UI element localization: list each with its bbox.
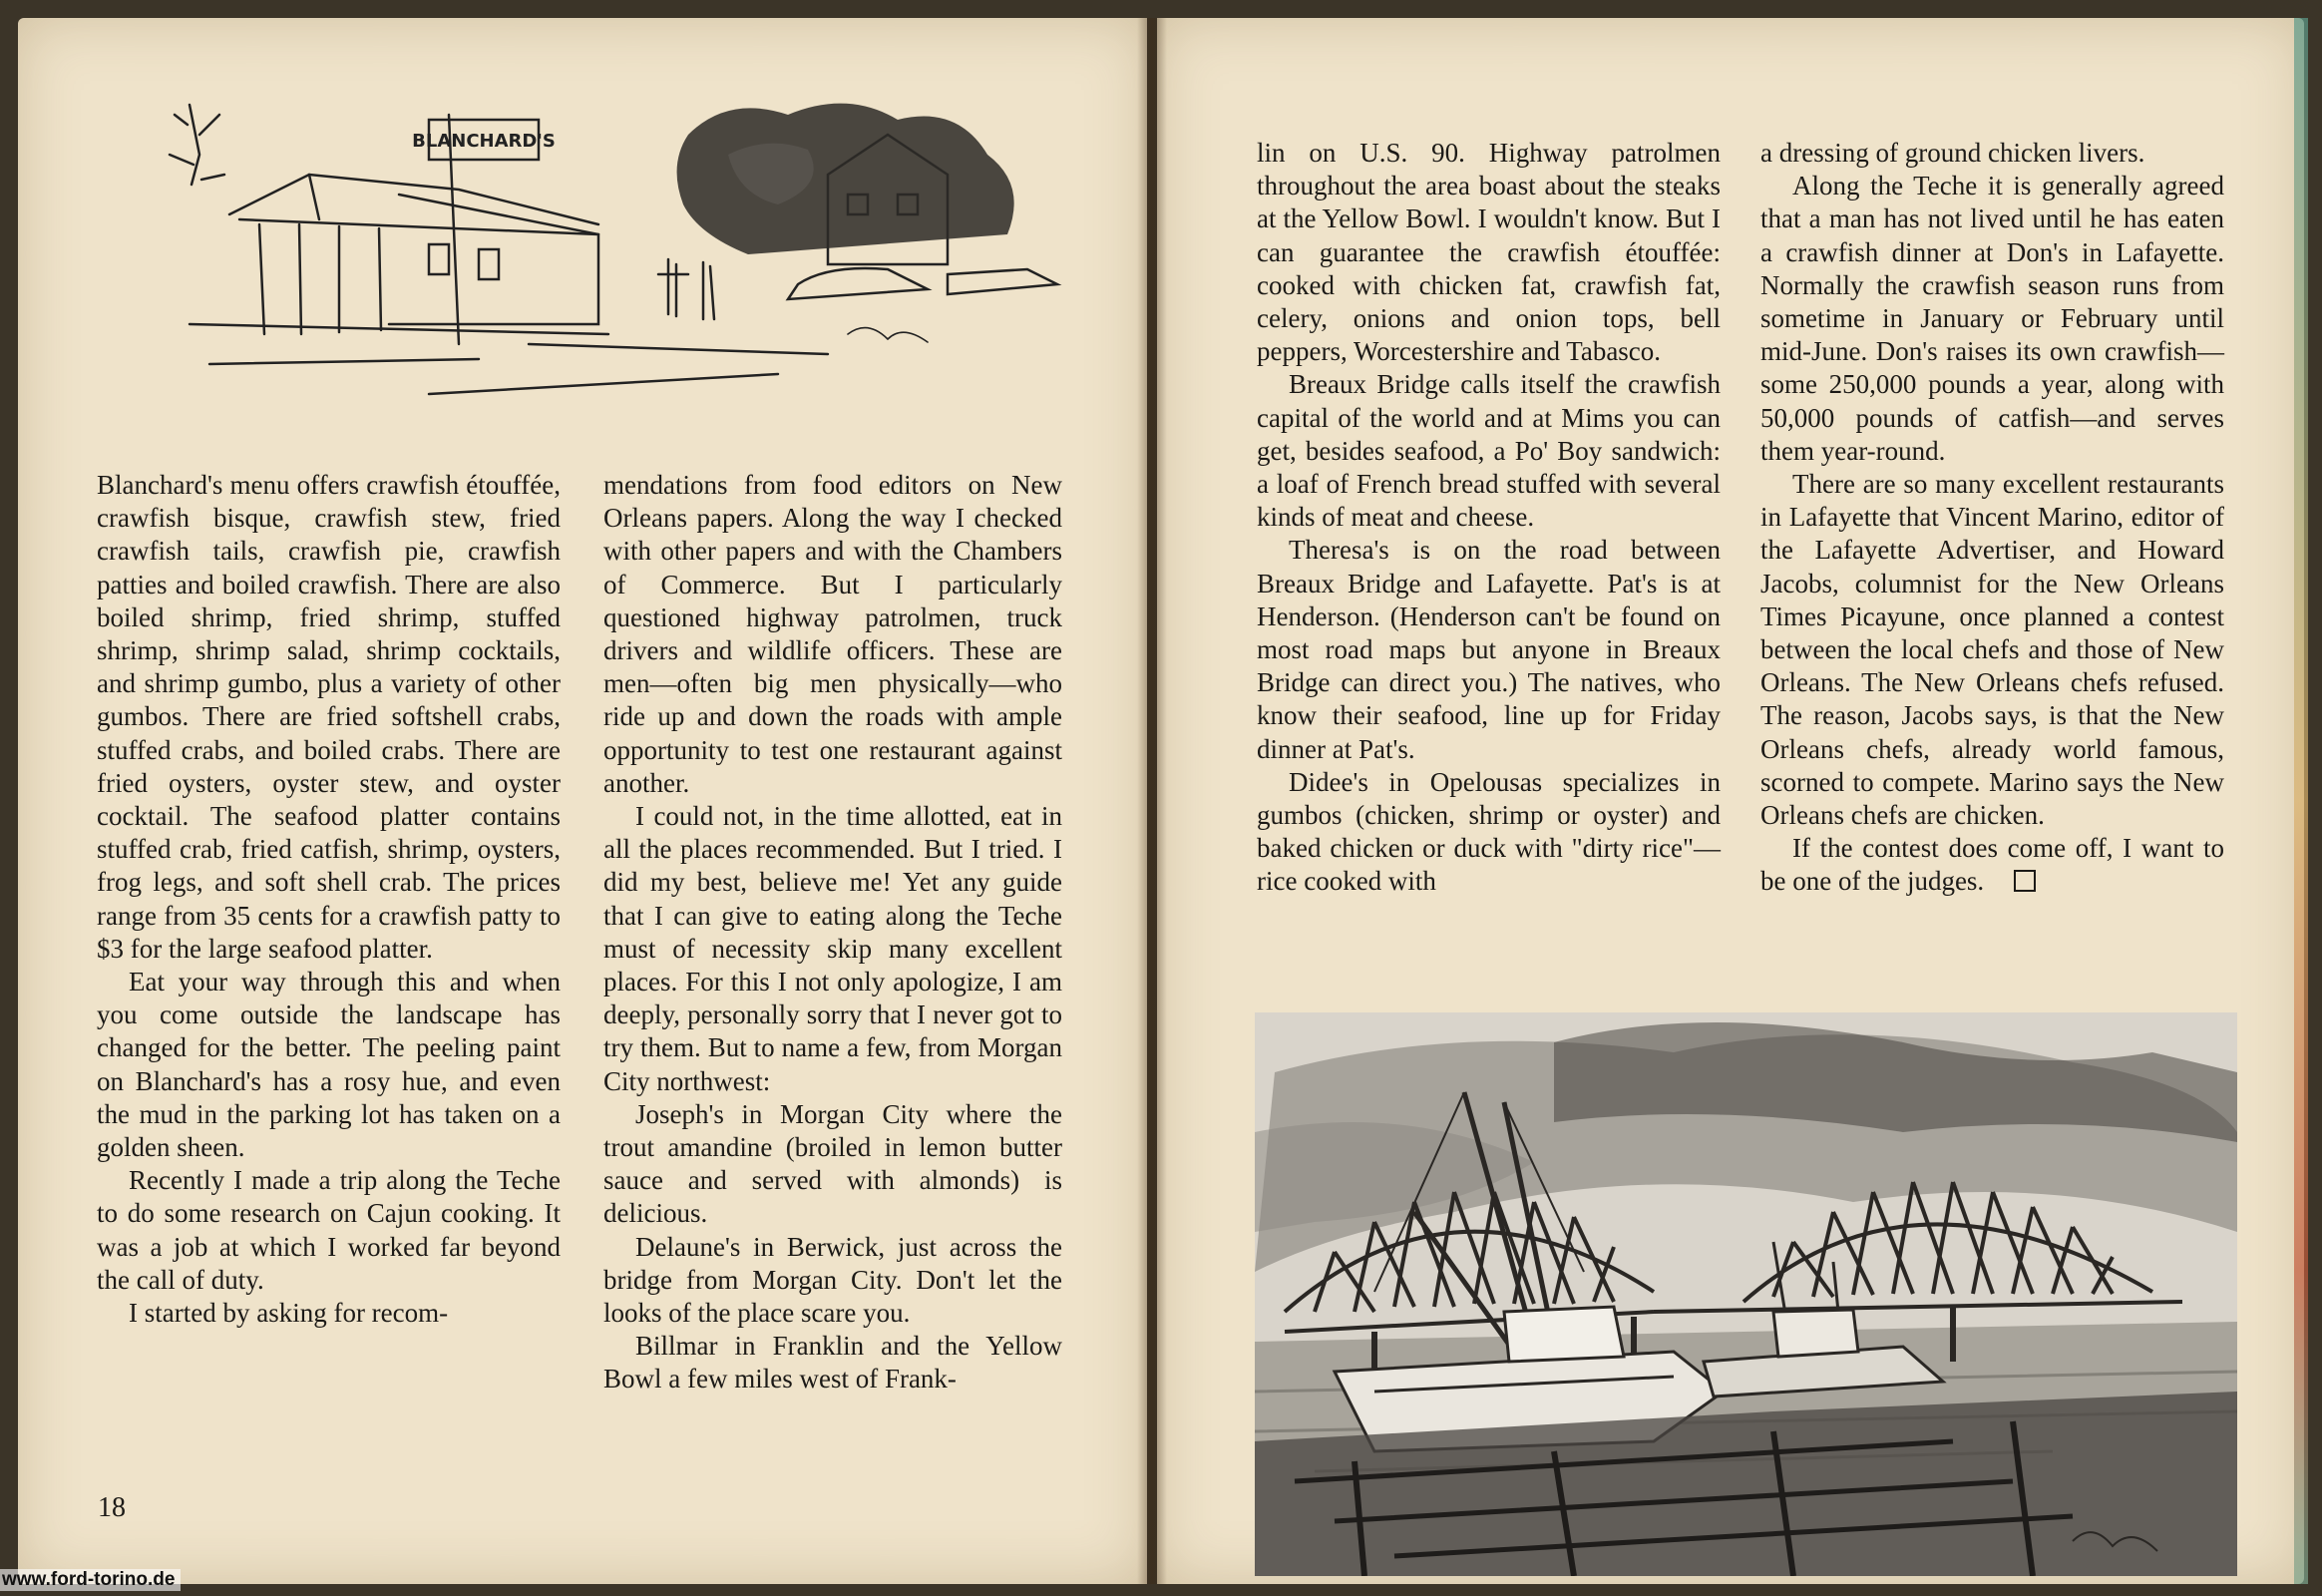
paragraph: Eat your way through this and when you come outside the landscape has changed for the better. The peeling paint on Blanchard's has a rosy hue, and even the mud in the parking lot has taken on a golden sheen. bbox=[97, 967, 561, 1163]
right-column-1 bbox=[1257, 137, 1721, 899]
end-mark-icon bbox=[2014, 870, 2036, 892]
bridge-boats-illustration bbox=[1255, 1012, 2237, 1576]
paragraph: There are so many excellent restaurants in Lafayette that Vincent Marino, editor of the Lafayette Advertiser, and Howard Jacobs, columnist for the New Orleans Times Picayune, once planned a contest between the local chefs and those of New Orleans. The New Orleans chefs refused. The reason, Jacobs says, is that the New Orleans chefs, already world famous, scorned to compete. Marino says the New Orleans chefs are chicken. bbox=[1760, 469, 2224, 831]
restaurant-illustration bbox=[130, 95, 1077, 414]
paragraph-text: If the contest does come off, I want to be one of the judges. bbox=[1760, 833, 2224, 897]
right-column-2 bbox=[1760, 137, 2224, 899]
paragraph: Recently I made a trip along the Teche to do some research on Cajun cooking. It was a job at which I worked far beyond the call of duty. bbox=[97, 1165, 561, 1295]
left-column-1 bbox=[97, 469, 561, 1330]
paragraph: mendations from food editors on New Orleans papers. Along the way I checked with other papers and with the Chambers of Commerce. But I particularly questioned highway patrolmen, truck drivers and wildlife officers. These are men—often big men physically—who ride up and down the roads with ample opportunity to test one restaurant against another. bbox=[603, 470, 1062, 798]
paragraph: Didee's in Opelousas specializes in gumbos (chicken, shrimp or oyster) and baked chicken or duck with "dirty rice"—rice cooked with bbox=[1257, 766, 1721, 897]
paragraph: Delaune's in Berwick, just across the bridge from Morgan City. Don't let the looks of the place scare you. bbox=[603, 1231, 1062, 1329]
paragraph: Along the Teche it is generally agreed that a man has not lived until he has eaten a crawfish dinner at Don's in Lafayette. Normally the crawfish season runs from sometime in January or February until mid-June. Don's raises its own crawfish—some 250,000 pounds a year, along with 50,000 pounds of catfish—and serves them year-round. bbox=[1760, 171, 2224, 466]
paragraph: a dressing of ground chicken livers. bbox=[1760, 138, 2145, 168]
paragraph: Blanchard's menu offers crawfish étouffée, crawfish bisque, crawfish stew, fried crawfish tails, crawfish pie, crawfish patties and boiled crawfish. There are also boiled shrimp, fried shrimp, stuffed shrimp, shrimp salad, shrimp cocktails, and shrimp gumbo, plus a variety of other gumbos. There are fried softshell crabs, stuffed crabs, and boiled crabs. There are fried oysters, oyster stew, and oyster cocktail. The seafood platter contains stuffed crab, fried catfish, shrimp, oysters, frog legs, and soft shell crab. The prices range from 35 cents for a crawfish patty to $3 for the large seafood platter. bbox=[97, 470, 561, 964]
paragraph: lin on U.S. 90. Highway patrolmen throughout the area boast about the steaks at the Yellow Bowl. I wouldn't know. But I can guarantee the crawfish étouffée: cooked with chicken fat, crawfish fat, celery, onions and onion tops, bell peppers, Worcestershire and Tabasco. bbox=[1257, 138, 1721, 367]
paragraph: I could not, in the time allotted, eat in all the places recommended. But I tried. I did my best, believe me! Yet any guide that I can give to eating along the Teche must of necessity skip many excellent places. For this I not only apologize, I am deeply, personally sorry that I never got to try them. But to name a few, from Morgan City northwest: bbox=[603, 801, 1062, 1096]
page-number: 18 bbox=[98, 1492, 126, 1523]
left-column-2 bbox=[603, 469, 1062, 1396]
restaurant-sign: BLANCHARD'S bbox=[412, 131, 556, 152]
paragraph: I started by asking for recom- bbox=[129, 1298, 449, 1329]
paragraph: Billmar in Franklin and the Yellow Bowl a few miles west of Frank- bbox=[603, 1331, 1062, 1395]
paragraph: Theresa's is on the road between Breaux Bridge and Lafayette. Pat's is at Henderson. (Henderson can't be found on most road maps but anyone in Breaux Bridge can direct you.) The natives, who know their seafood, line up for Friday dinner at Pat's. bbox=[1257, 535, 1721, 764]
paragraph: Breaux Bridge calls itself the crawfish capital of the world and at Mims you can get, besides seafood, a Po' Boy sandwich: a loaf of French bread stuffed with several kinds of meat and cheese. bbox=[1257, 369, 1721, 533]
binding-gutter bbox=[1137, 18, 1167, 1584]
paragraph: Joseph's in Morgan City where the trout amandine (broiled in lemon butter sauce and served with almonds) is delicious. bbox=[603, 1098, 1062, 1229]
page-edge bbox=[2294, 18, 2308, 1584]
paragraph-final bbox=[1760, 832, 2224, 898]
website-watermark: www.ford-torino.de bbox=[0, 1569, 181, 1591]
